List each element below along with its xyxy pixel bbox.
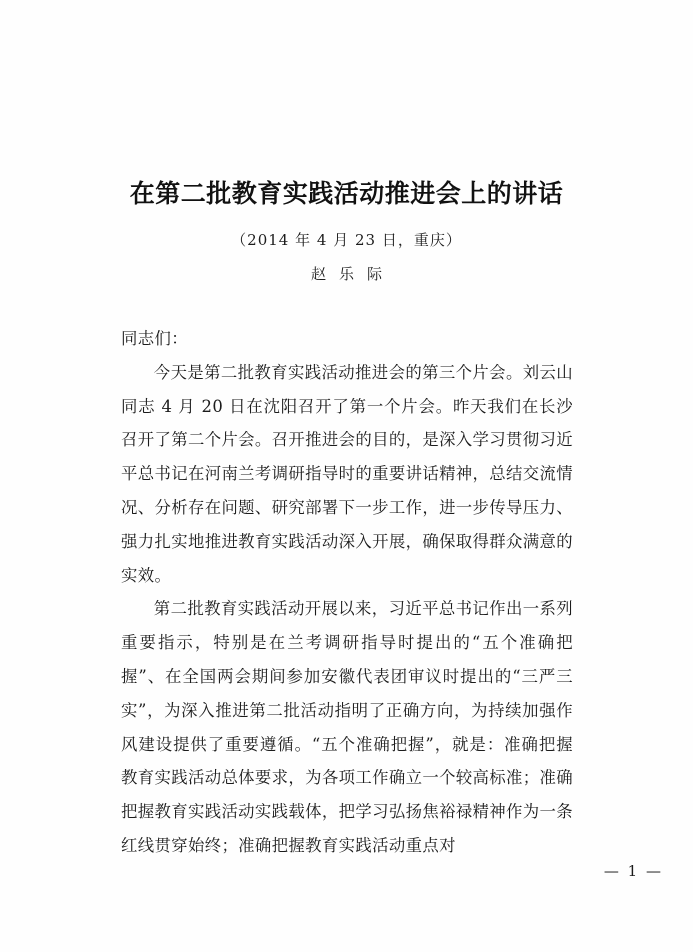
- title-block: [0, 178, 693, 284]
- page-title: 在第二批教育实践活动推进会上的讲话: [129, 179, 564, 208]
- document-date-location: （2014 年 4 月 23 日，重庆）: [231, 231, 462, 250]
- document-body: [121, 322, 573, 863]
- salutation-line: 同志们：: [121, 329, 188, 348]
- document-author: 赵乐际: [310, 265, 395, 284]
- body-paragraph-1: 今天是第二批教育实践活动推进会的第三个片会。刘云山同志 4 月 20 日在沈阳召开了第一个片会。昨天我们在长沙召开了第二个片会。召开推进会的目的，是深入学习贯彻习近平总书记在河南兰考调研指导时的重要讲话精神，总结交流情况、分析存在问题、研究部署下一步工作，进一步传导压力、强力扎实地推进教育实践活动深入开展，确保取得群众满意的实效。: [121, 362, 573, 585]
- body-paragraph-2: 第二批教育实践活动开展以来，习近平总书记作出一系列重要指示，特别是在兰考调研指导时提出的“五个准确把握”、在全国两会期间参加安徽代表团审议时提出的“三严三实”，为深入推进第二批活动指明了正确方向，为持续加强作风建设提供了重要遵循。“五个准确把握”，就是：准确把握教育实践活动总体要求，为各项工作确立一个较高标准；准确把握教育实践活动实践载体，把学习弘扬焦裕禄精神作为一条红线贯穿始终；准确把握教育实践活动重点对: [121, 599, 573, 855]
- page-number-footer: — 1 —: [603, 862, 663, 880]
